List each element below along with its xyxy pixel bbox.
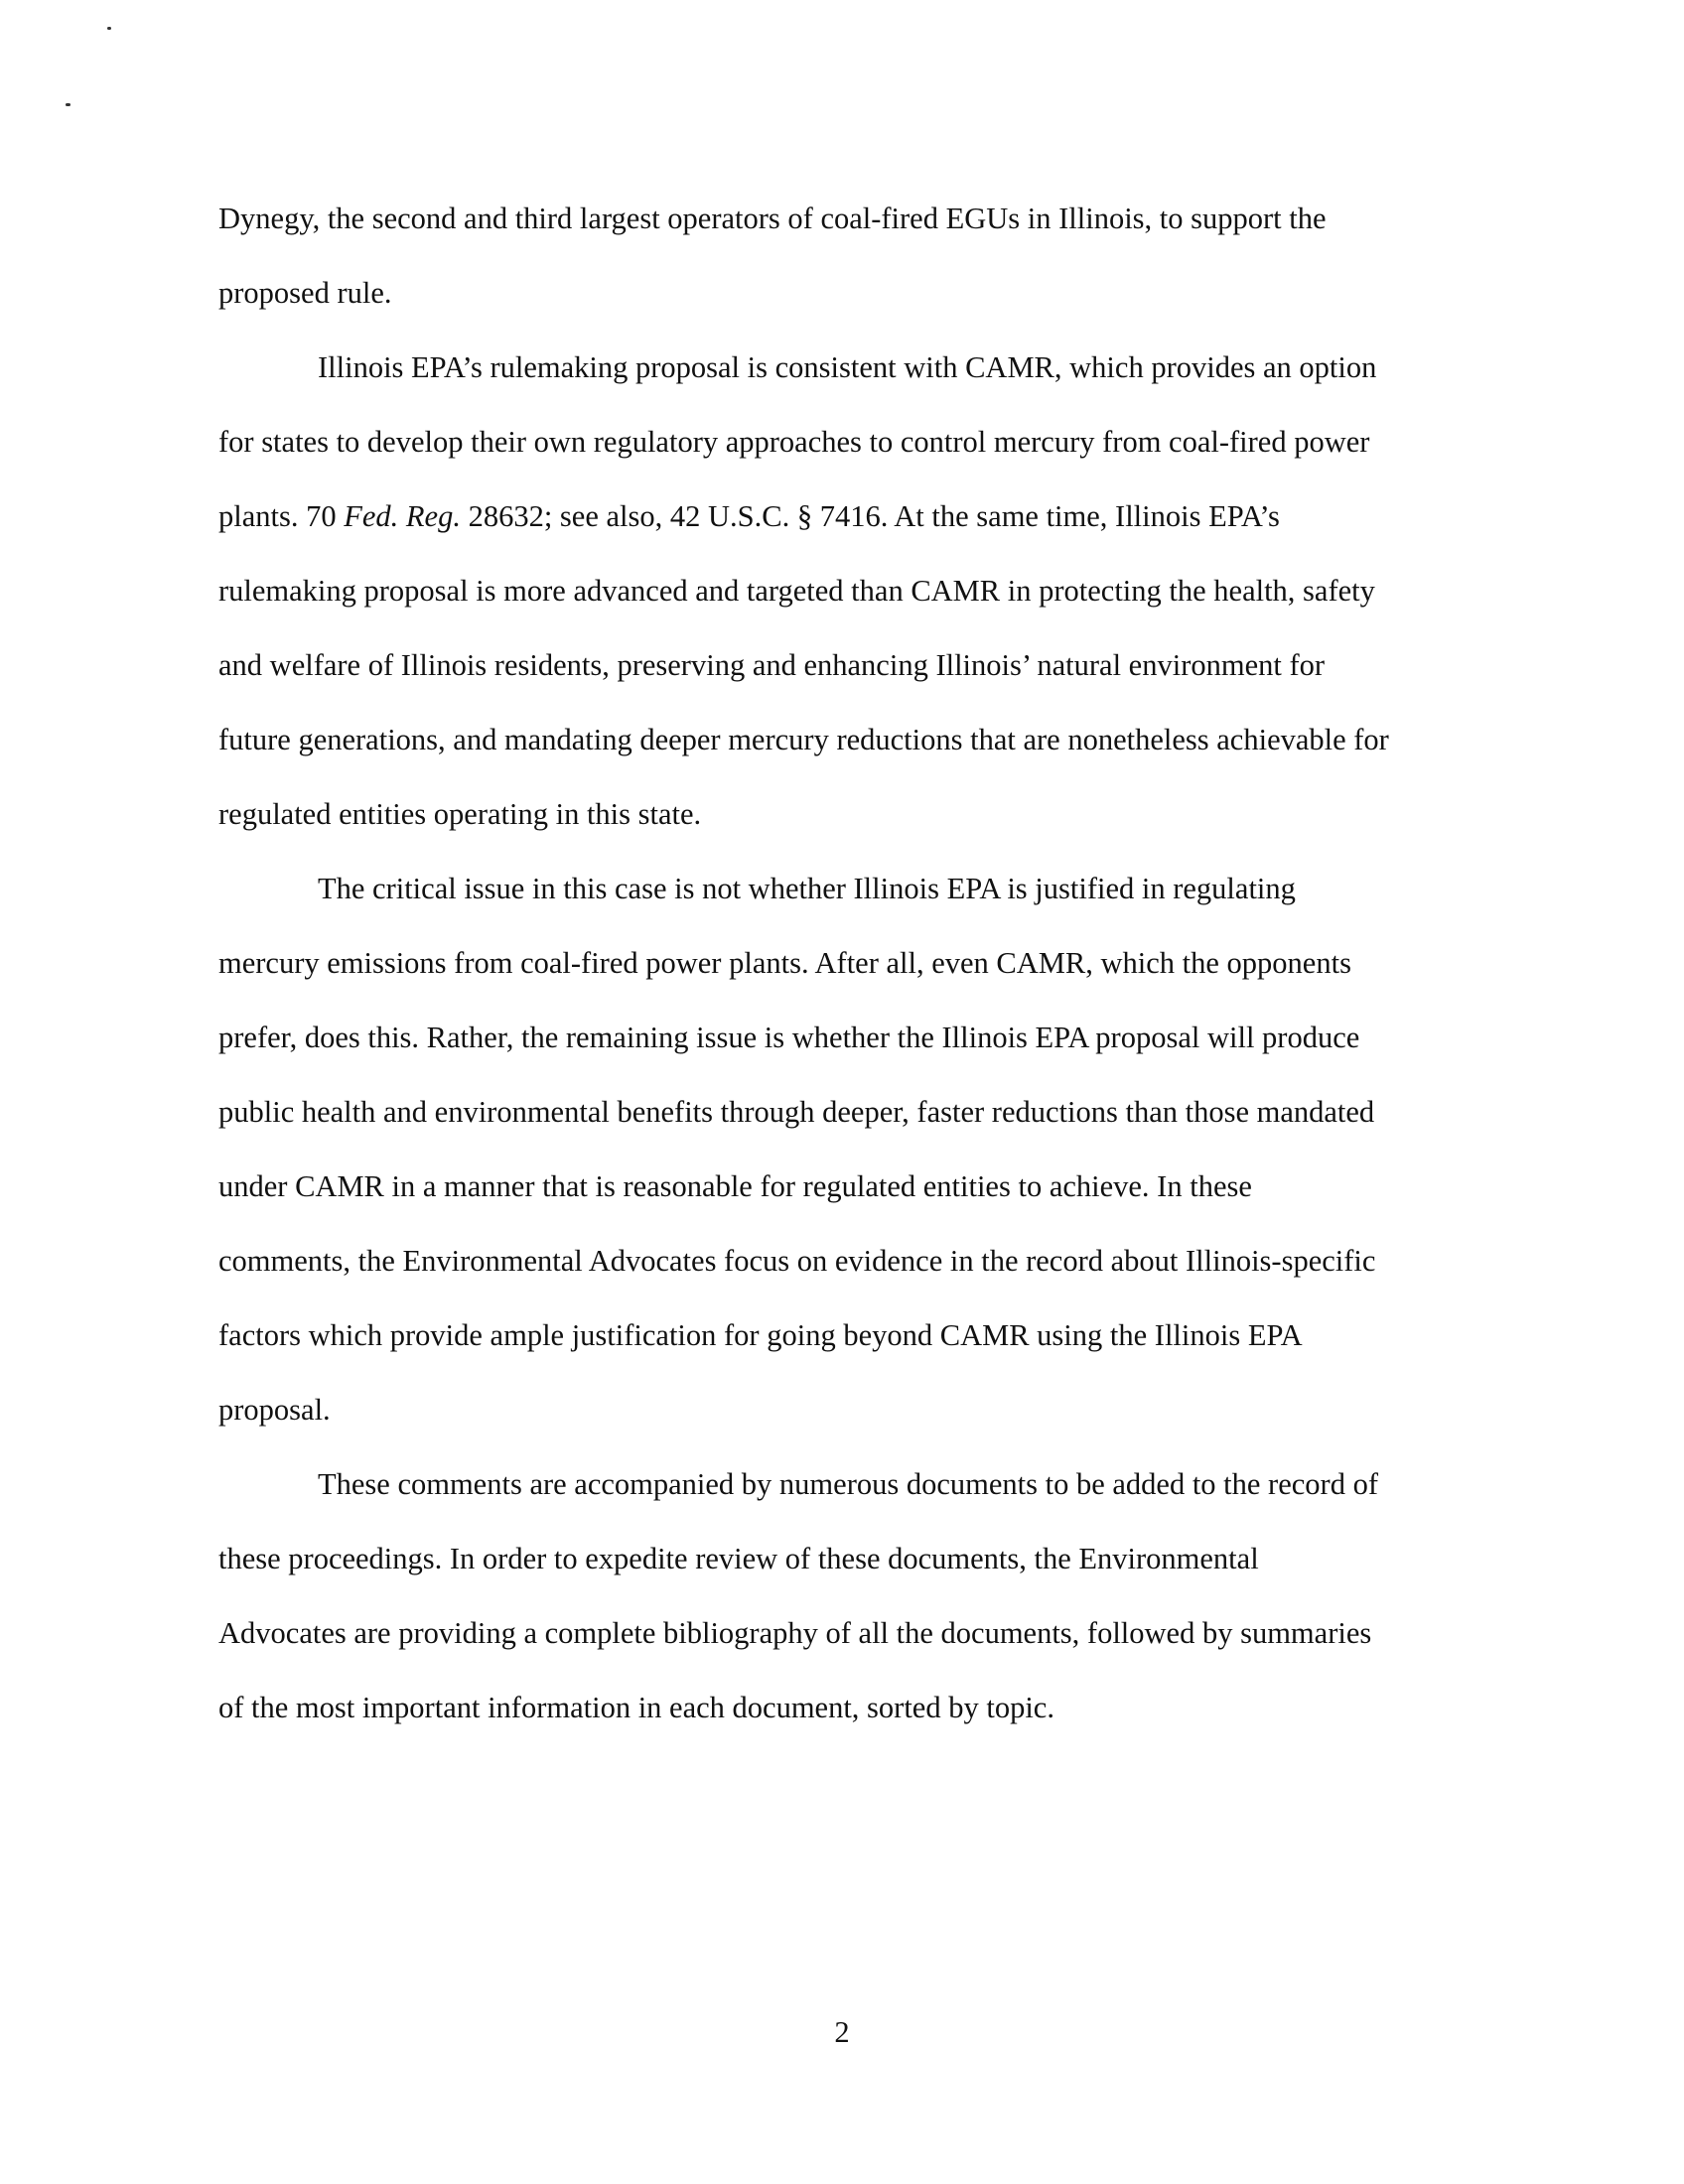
text-line: for states to develop their own regulatory approaches to control mercury from coal-fired power xyxy=(218,425,1370,459)
scan-speck xyxy=(107,27,111,30)
text-line: of the most important information in each document, sorted by topic. xyxy=(218,1691,1054,1724)
text-line: comments, the Environmental Advocates focus on evidence in the record about Illinois-specific xyxy=(218,1244,1376,1278)
text-line: rulemaking proposal is more advanced and targeted than CAMR in protecting the health, safety xyxy=(218,574,1375,608)
text-line: prefer, does this. Rather, the remaining issue is whether the Illinois EPA proposal will produce xyxy=(218,1021,1360,1054)
text-line: Advocates are providing a complete bibliography of all the documents, followed by summaries xyxy=(218,1616,1372,1650)
text-line-citation: plants. 70 Fed. Reg. 28632; see also, 42 U.S.C. § 7416. At the same time, Illinois EPA’s xyxy=(218,499,1280,533)
paragraph-2 xyxy=(218,331,1509,852)
text-line: The critical issue in this case is not whether Illinois EPA is justified in regulating xyxy=(318,872,1296,905)
paragraph-4 xyxy=(218,1447,1509,1745)
text-line: Illinois EPA’s rulemaking proposal is consistent with CAMR, which provides an option xyxy=(318,350,1377,384)
scan-speck xyxy=(66,103,70,106)
text-line: regulated entities operating in this state. xyxy=(218,797,702,831)
document-body xyxy=(218,182,1509,1745)
text-line: public health and environmental benefits through deeper, faster reductions than those mandated xyxy=(218,1095,1375,1129)
text-line: and welfare of Illinois residents, preserving and enhancing Illinois’ natural environment for xyxy=(218,648,1326,682)
text-line: factors which provide ample justification for going beyond CAMR using the Illinois EPA xyxy=(218,1318,1303,1352)
citation-reporter: Fed. Reg. xyxy=(344,499,461,533)
text-line: proposal. xyxy=(218,1393,331,1427)
text-line: proposed rule. xyxy=(218,276,392,310)
text-line: under CAMR in a manner that is reasonable for regulated entities to achieve. In these xyxy=(218,1169,1252,1203)
page-number: 2 xyxy=(834,2015,850,2049)
text-line: Dynegy, the second and third largest operators of coal-fired EGUs in Illinois, to support the xyxy=(218,202,1327,235)
text-line: These comments are accompanied by numerous documents to be added to the record of xyxy=(318,1467,1378,1501)
paragraph-1 xyxy=(218,182,1509,331)
text-line: these proceedings. In order to expedite review of these documents, the Environmental xyxy=(218,1542,1259,1575)
text-line: mercury emissions from coal-fired power plants. After all, even CAMR, which the opponents xyxy=(218,946,1351,980)
paragraph-3 xyxy=(218,852,1509,1447)
text-line: future generations, and mandating deeper mercury reductions that are nonetheless achievable for xyxy=(218,723,1389,756)
